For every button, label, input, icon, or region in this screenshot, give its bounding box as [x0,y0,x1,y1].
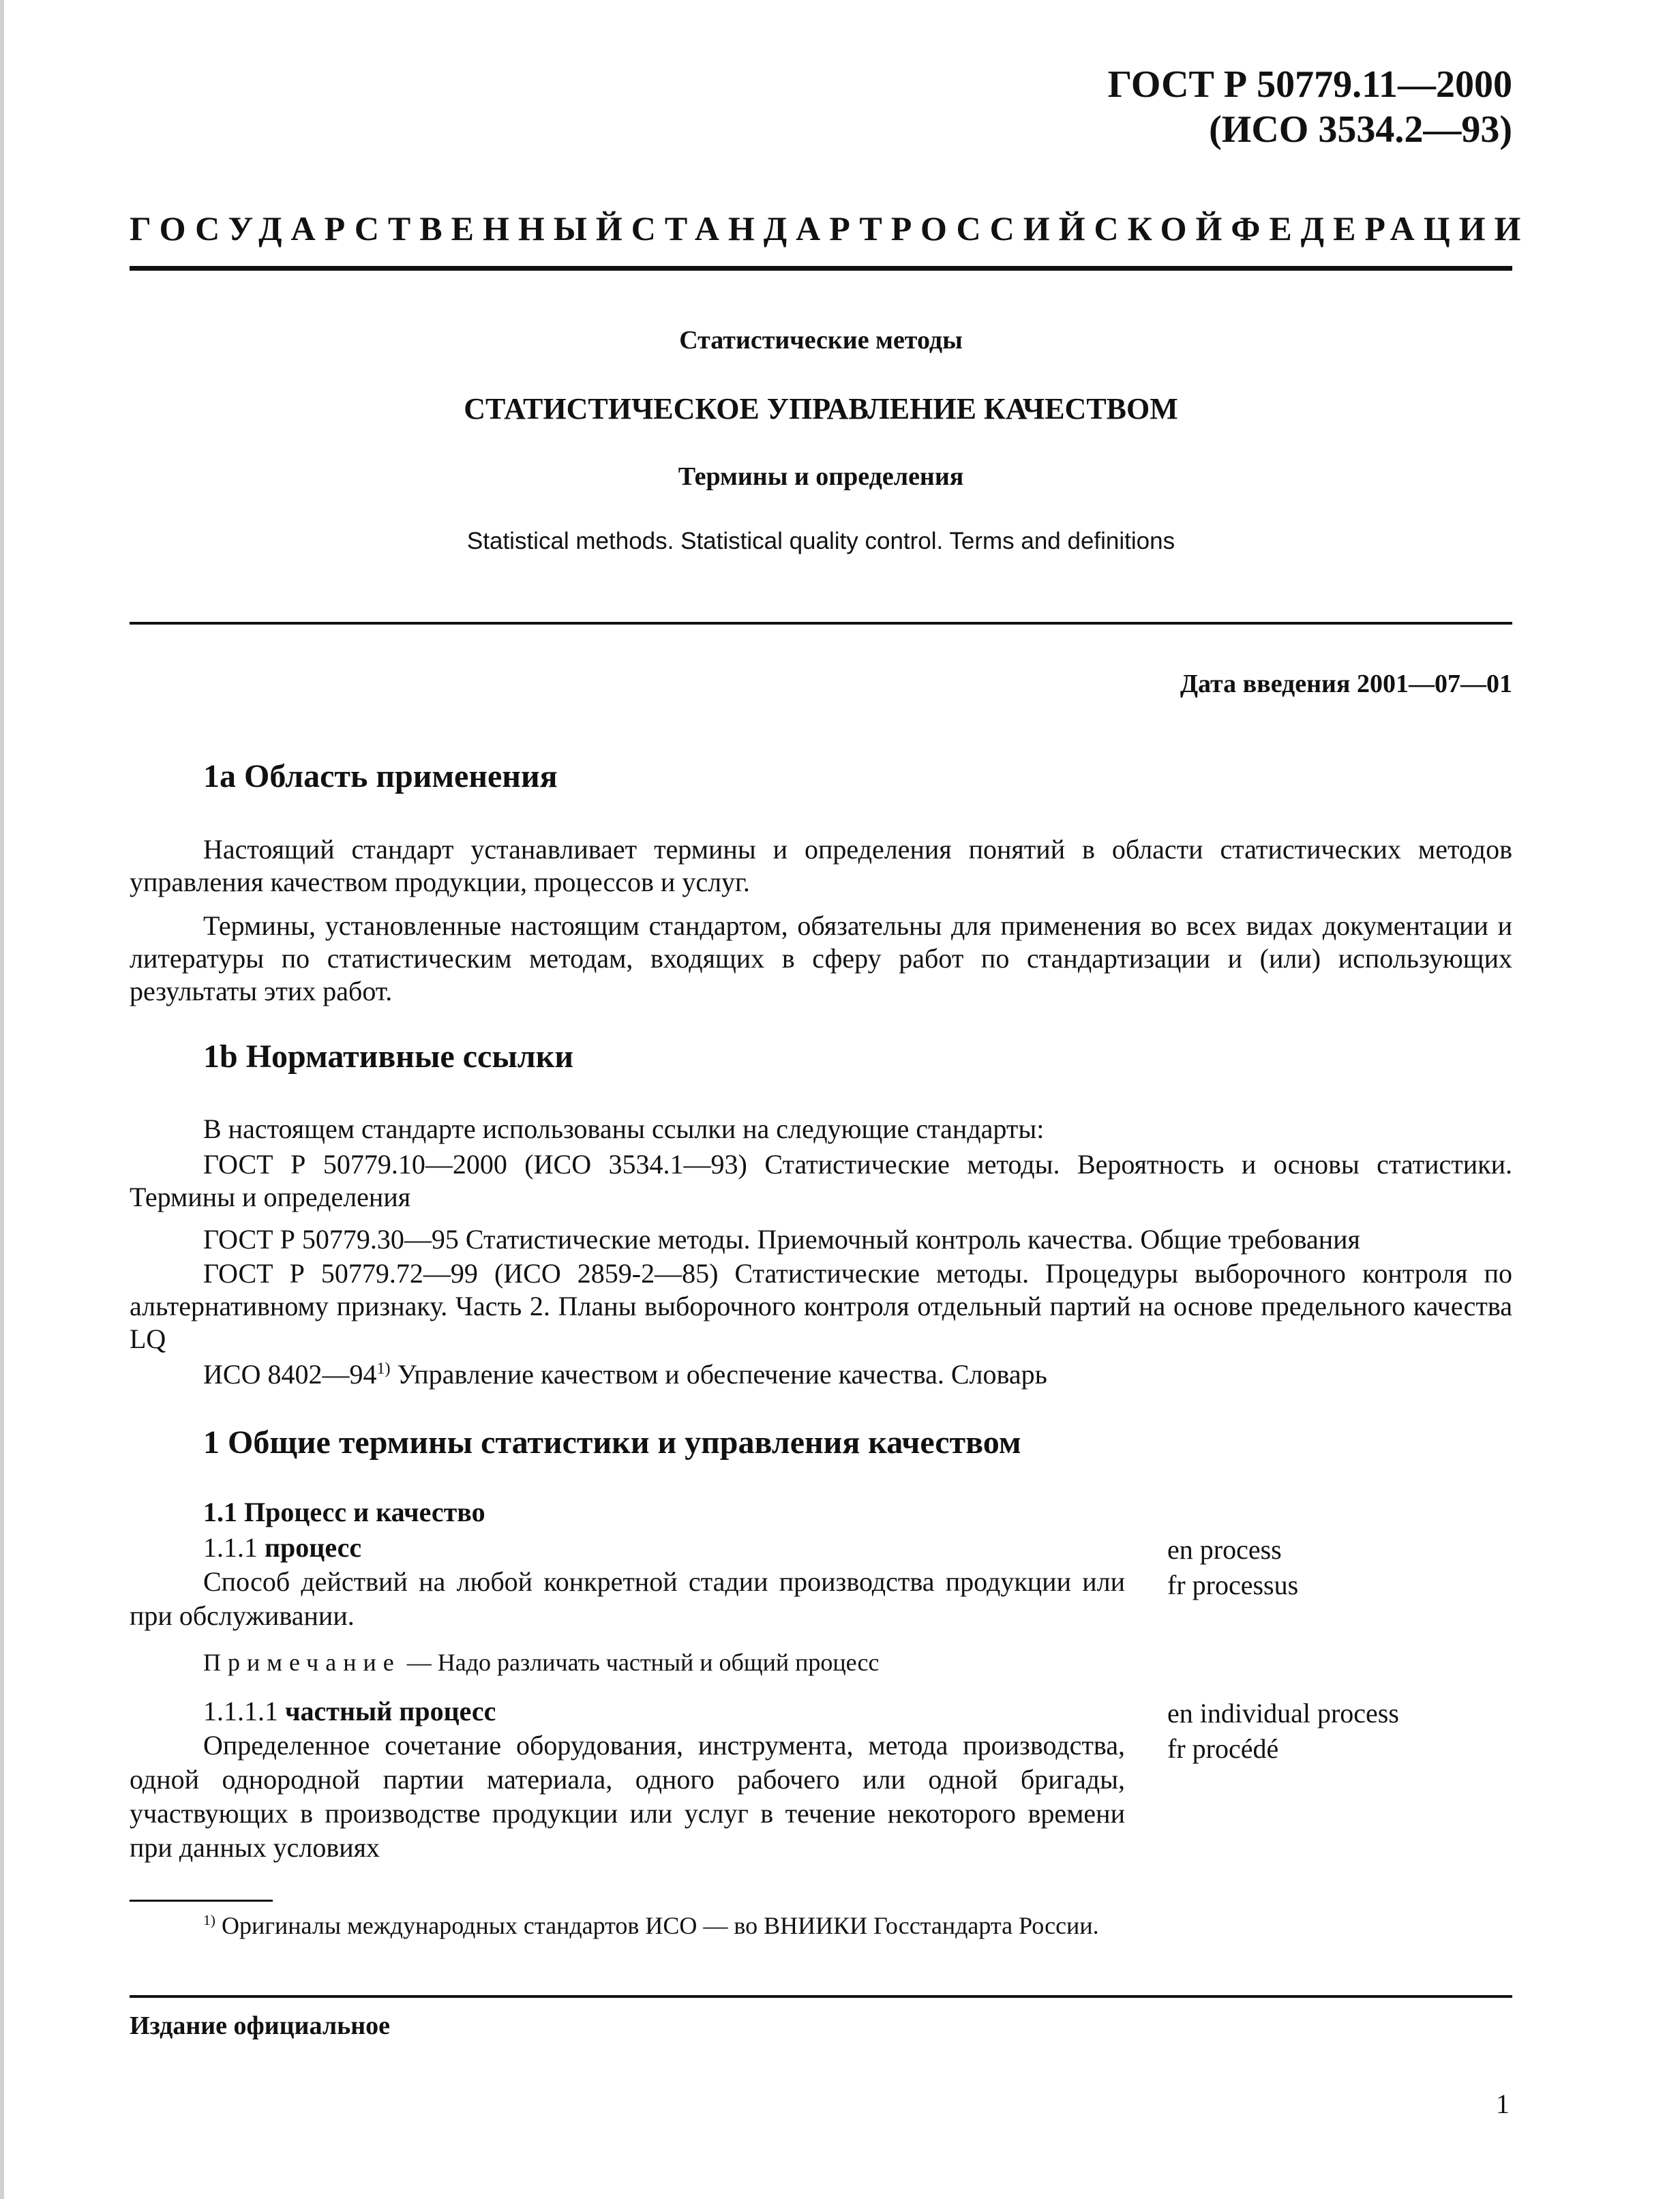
scope-paragraph [130,833,1512,899]
scope-paragraph [130,910,1512,1008]
footnote-ref: 1) [376,1360,391,1378]
term-name: процесс [265,1532,362,1563]
state-title-word: РОССИЙСКОЙ [890,209,1231,248]
footnote-mark: 1) [203,1912,215,1928]
state-title-word: ГОСУДАРСТВЕННЫЙ [130,209,631,248]
iso-number: (ИСО 3534.2—93) [1209,108,1512,151]
term-1-1-1-translations [1167,1532,1298,1603]
term-number: 1.1.1 [203,1532,258,1563]
scope-text: Термины, установленные настоящим стандартом, обязательны для применения во всех видах документации и литературы по статистическим методам, входящих в сферу работ по стандартизации и (или) использующих результаты этих работ. [130,910,1512,1006]
subtitle: Статистические методы [679,326,963,355]
heading-1b: 1b Нормативные ссылки [203,1038,574,1075]
reference-item [130,1257,1512,1356]
note-text: — Надо различать частный и общий процесс [400,1649,880,1676]
term-name: частный процесс [285,1696,496,1726]
reference-item [130,1223,1512,1256]
term-1-1-1-1 [130,1694,1125,1865]
reference-text: ГОСТ Р 50779.30—95 Статистические методы. Приемочный контроль качества. Общие требования [203,1224,1360,1255]
state-title-word: ФЕДЕРАЦИИ [1231,209,1530,248]
header-rule [130,266,1512,271]
english-title: Statistical methods. Statistical quality control. Terms and definitions [466,528,1175,554]
note [203,1650,879,1675]
term-definition: Определенное сочетание оборудования, инструмента, метода производства, одной однородной партии материала, одного рабочего или одной бригады, участвующих в производстве продукции или услуг в течение некоторого времени при данных условиях [130,1730,1125,1863]
term-fr: fr procédé [1167,1733,1279,1764]
term-1-1-1 [130,1531,1125,1633]
scan-edge [0,0,4,2199]
heading-1a: 1а Область применения [203,758,558,794]
footnote-text: Оригиналы международных стандартов ИСО — во ВНИИКИ Госстандарта России. [215,1912,1099,1939]
term-definition: Способ действий на любой конкретной стадии производства продукции или при обслуживании. [130,1566,1125,1631]
references-intro-text: В настоящем стандарте использованы ссылки на следующие стандарты: [203,1113,1045,1144]
term-fr: fr processus [1167,1570,1299,1600]
edition-label: Издание официальное [130,2011,391,2040]
term-number: 1.1.1.1 [203,1696,278,1726]
main-title: СТАТИСТИЧЕСКОЕ УПРАВЛЕНИЕ КАЧЕСТВОМ [464,392,1178,425]
footnote-rule [130,1900,273,1902]
reference-item [130,1358,1512,1391]
reference-text: ГОСТ Р 50779.72—99 (ИСО 2859-2—85) Статистические методы. Процедуры выборочного контроля по альтернативному признаку. Часть 2. Планы выборочного контроля отдельный партий на основе предельного качества LQ [130,1258,1512,1354]
terms-title: Термины и определения [678,462,964,491]
reference-text: ГОСТ Р 50779.10—2000 (ИСО 3534.1—93) Статистические методы. Вероятность и основы статистики. Термины и определения [130,1149,1512,1212]
gost-number: ГОСТ Р 50779.11—2000 [1107,63,1512,106]
footnote [203,1913,1099,1938]
term-en: en individual process [1167,1698,1399,1729]
heading-1: 1 Общие термины статистики и управления качеством [203,1424,1021,1461]
scope-text: Настоящий стандарт устанавливает термины и определения понятий в области статистических методов управления качеством продукции, процессов и услуг. [130,834,1512,897]
term-en: en process [1167,1534,1282,1565]
iso-reference-number: ИСО 8402—94 [203,1359,377,1390]
reference-item [130,1148,1512,1214]
state-standard-title [130,209,1530,248]
iso-reference-text: Управление качеством и обеспечение качества. Словарь [390,1359,1047,1390]
state-title-word: СТАНДАРТ [631,209,891,248]
footer-rule [130,1995,1512,1998]
references-intro [130,1113,1512,1146]
page-number: 1 [1496,2089,1510,2119]
term-1-1-1-1-translations [1167,1696,1399,1767]
subsection-1-1: 1.1 Процесс и качество [203,1497,485,1527]
date-of-introduction: Дата введения 2001—07—01 [1180,670,1512,698]
title-rule [130,622,1512,625]
note-label: Примечание [203,1649,401,1676]
